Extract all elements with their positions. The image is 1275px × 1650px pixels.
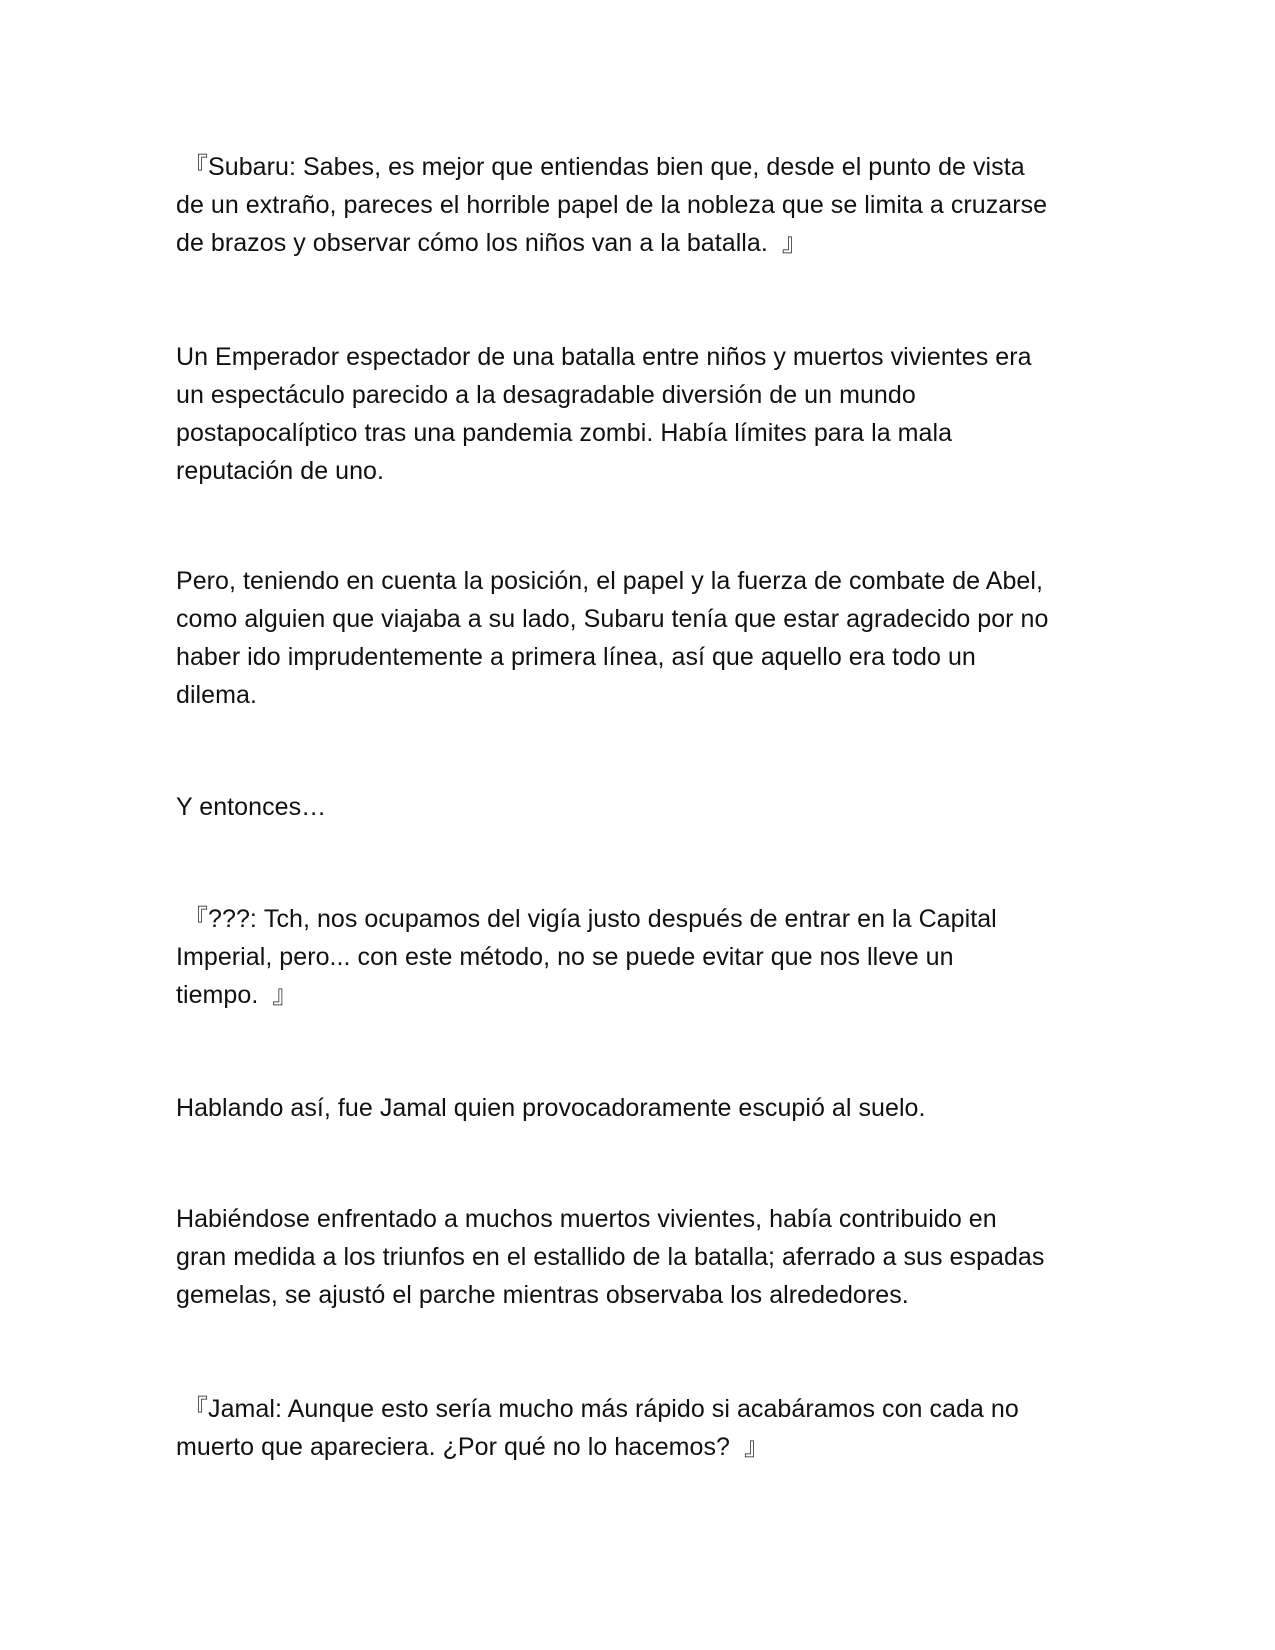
text-line: 『Subaru: Sabes, es mejor que entiendas bien que, desde el punto de vista [176, 153, 1025, 181]
dialogue-unknown [176, 900, 1106, 1014]
text-line: dilema. [176, 681, 257, 709]
dialogue-jamal [176, 1390, 1106, 1466]
text-line: reputación de uno. [176, 457, 385, 485]
text-line: 『Jamal: Aunque esto sería mucho más rápido si acabáramos con cada no [176, 1395, 1019, 1423]
text-line: Pero, teniendo en cuenta la posición, el papel y la fuerza de combate de Abel, [176, 567, 1043, 595]
text-line: un espectáculo parecido a la desagradable diversión de un mundo [176, 381, 916, 409]
text-line: de brazos y observar cómo los niños van a la batalla. 』 [176, 229, 807, 257]
narration-paragraph [176, 788, 1106, 826]
text-line: Imperial, pero... con este método, no se puede evitar que nos lleve un [176, 943, 954, 971]
text-line: Un Emperador espectador de una batalla entre niños y muertos vivientes era [176, 343, 1032, 371]
narration-paragraph [176, 562, 1106, 714]
text-line: Hablando así, fue Jamal quien provocadoramente escupió al suelo. [176, 1094, 926, 1122]
text-line: tiempo. 』 [176, 981, 298, 1009]
text-line: postapocalíptico tras una pandemia zombi. Había límites para la mala [176, 419, 953, 447]
narration-paragraph [176, 1200, 1106, 1314]
text-line: haber ido imprudentemente a primera línea, así que aquello era todo un [176, 643, 976, 671]
text-line: Habiéndose enfrentado a muchos muertos vivientes, había contribuido en [176, 1205, 997, 1233]
narration-paragraph [176, 338, 1106, 490]
text-line: de un extraño, pareces el horrible papel de la nobleza que se limita a cruzarse [176, 191, 1048, 219]
text-line: como alguien que viajaba a su lado, Subaru tenía que estar agradecido por no [176, 605, 1049, 633]
narration-paragraph [176, 1089, 1106, 1127]
text-line: muerto que apareciera. ¿Por qué no lo hacemos? 』 [176, 1433, 770, 1461]
dialogue-subaru [176, 148, 1106, 262]
text-line: 『???: Tch, nos ocupamos del vigía justo después de entrar en la Capital [176, 905, 997, 933]
text-line: Y entonces… [176, 793, 327, 821]
text-line: gran medida a los triunfos en el estallido de la batalla; aferrado a sus espadas [176, 1243, 1045, 1271]
text-line: gemelas, se ajustó el parche mientras observaba los alrededores. [176, 1281, 909, 1309]
